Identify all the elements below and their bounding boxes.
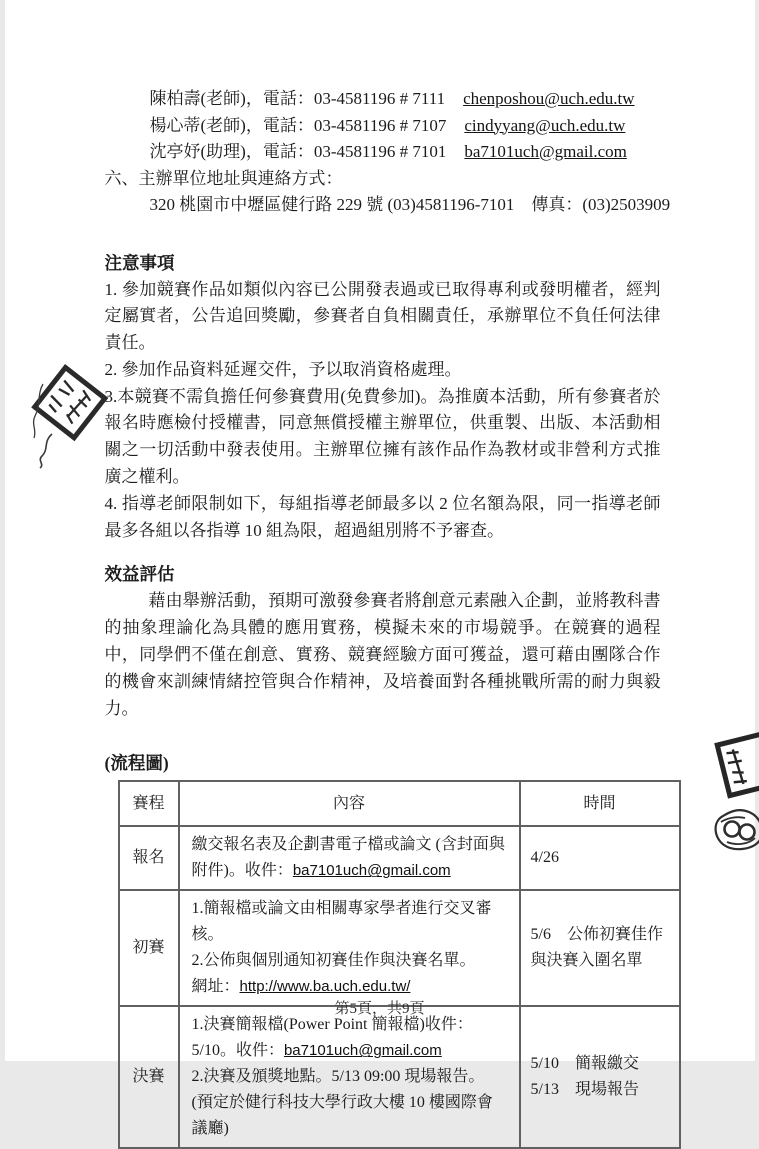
contact-line xyxy=(105,113,661,140)
stage-cell: 初賽 xyxy=(119,890,179,1006)
content-text: 網址： xyxy=(192,978,240,995)
email-link[interactable]: ba7101uch@gmail.com xyxy=(284,1042,442,1059)
note-item: 3.本競賽不需負擔任何參賽費用(免費參加)。為推廣本活動，所有參賽者於報名時應檢付授權書，同意無償授權主辦單位，供重製、出版、本活動相關之一切活動中發表使用。主辦單位擁有該作品作為教材或非營利方式推廣之權利。 xyxy=(105,384,661,491)
notes-heading: 注意事項 xyxy=(105,250,661,277)
table-row-final xyxy=(119,1006,680,1148)
content-cell xyxy=(179,1006,520,1148)
col-header-content: 內容 xyxy=(179,781,520,826)
url-link[interactable]: http://www.ba.uch.edu.tw/ xyxy=(240,978,411,995)
organizer-heading: 六、主辦單位地址與連絡方式： xyxy=(105,166,661,193)
note-item: 1. 參加競賽作品如類似內容已公開發表過或已取得專利或發明權者，經判定屬實者，公告追回獎勵，參賽者自負相關責任，承辦單位不負任何法律責任。 xyxy=(105,277,661,357)
contact-text: 陳柏壽(老師)，電話：03-4581196 # 7111 xyxy=(150,89,446,108)
contact-text: 楊心蒂(老師)，電話：03-4581196 # 7107 xyxy=(150,116,447,135)
table-header-row xyxy=(119,781,680,826)
content-line: 1.簡報檔或論文由相關專家學者進行交叉審核。 xyxy=(192,896,509,948)
time-cell: 5/6 公佈初賽佳作與決賽入圍名單 xyxy=(520,890,680,1006)
benefits-paragraph: 藉由舉辦活動，預期可激發參賽者將創意元素融入企劃，並將教科書的抽象理論化為具體的應用實務，模擬未來的市場競爭。在競賽的過程中，同學們不僅在創意、實務、競賽經驗方面可獲益，還可藉由團隊合作的機會來訓練情緒控管與合作精神，及培養面對各種挑戰所需的耐力與毅力。 xyxy=(105,588,661,722)
stage-cell: 報名 xyxy=(119,826,179,890)
content-line: 2.公佈與個別通知初賽佳作與決賽名單。 xyxy=(192,948,509,974)
email-link[interactable]: ba7101uch@gmail.com xyxy=(293,862,451,879)
note-item: 2. 參加作品資料延遲交件，予以取消資格處理。 xyxy=(105,357,661,384)
content-text: 繳交報名表及企劃書電子檔或論文 (含封面與附件)。收件： xyxy=(192,836,505,879)
benefits-heading: 效益評估 xyxy=(105,561,661,588)
time-line: 5/13 現場報告 xyxy=(531,1077,671,1103)
page-footer: 第5頁，共9頁 xyxy=(5,997,755,1018)
table-row-preliminary xyxy=(119,890,680,1006)
stage-cell: 決賽 xyxy=(119,1006,179,1148)
note-item: 4. 指導老師限制如下，每組指導老師最多以 2 位名額為限，同一指導老師最多各組以各指導 10 組為限，超過組別將不予審查。 xyxy=(105,491,661,545)
col-header-stage: 賽程 xyxy=(119,781,179,826)
content-line: 2.決賽及頒獎地點。5/13 09:00 現場報告。 xyxy=(192,1064,509,1090)
ink-stamp-left-icon xyxy=(19,350,111,473)
contact-text: 沈亭妤(助理)，電話：03-4581196 # 7101 xyxy=(150,142,447,161)
contact-email-link[interactable]: ba7101uch@gmail.com xyxy=(464,142,626,161)
organizer-address: 320 桃園市中壢區健行路 229 號 (03)4581196-7101 傳真：(03)2503909 xyxy=(105,192,661,219)
table-row-signup xyxy=(119,826,680,890)
flowchart-table xyxy=(118,780,681,1149)
content-cell xyxy=(179,826,520,890)
content-line xyxy=(192,1012,509,1064)
content-line: (預定於健行科技大學行政大樓 10 樓國際會議廳) xyxy=(192,1090,509,1142)
time-line: 5/10 簡報繳交 xyxy=(531,1051,671,1077)
document-page xyxy=(5,0,755,1061)
time-cell xyxy=(520,1006,680,1148)
contact-list xyxy=(105,86,661,166)
contact-email-link[interactable]: chenposhou@uch.edu.tw xyxy=(463,89,634,108)
contact-line xyxy=(105,86,661,113)
content-text: 1.決賽簡報檔(Power Point 簡報檔)收件：5/10。收件： xyxy=(192,1016,473,1059)
col-header-time: 時間 xyxy=(520,781,680,826)
flowchart-heading: (流程圖) xyxy=(105,750,661,777)
time-cell: 4/26 xyxy=(520,826,680,890)
ink-stamp-right-icon xyxy=(707,724,759,861)
contact-email-link[interactable]: cindyyang@uch.edu.tw xyxy=(464,116,625,135)
contact-line xyxy=(105,139,661,166)
page-content xyxy=(105,86,661,1149)
content-cell xyxy=(179,890,520,1006)
